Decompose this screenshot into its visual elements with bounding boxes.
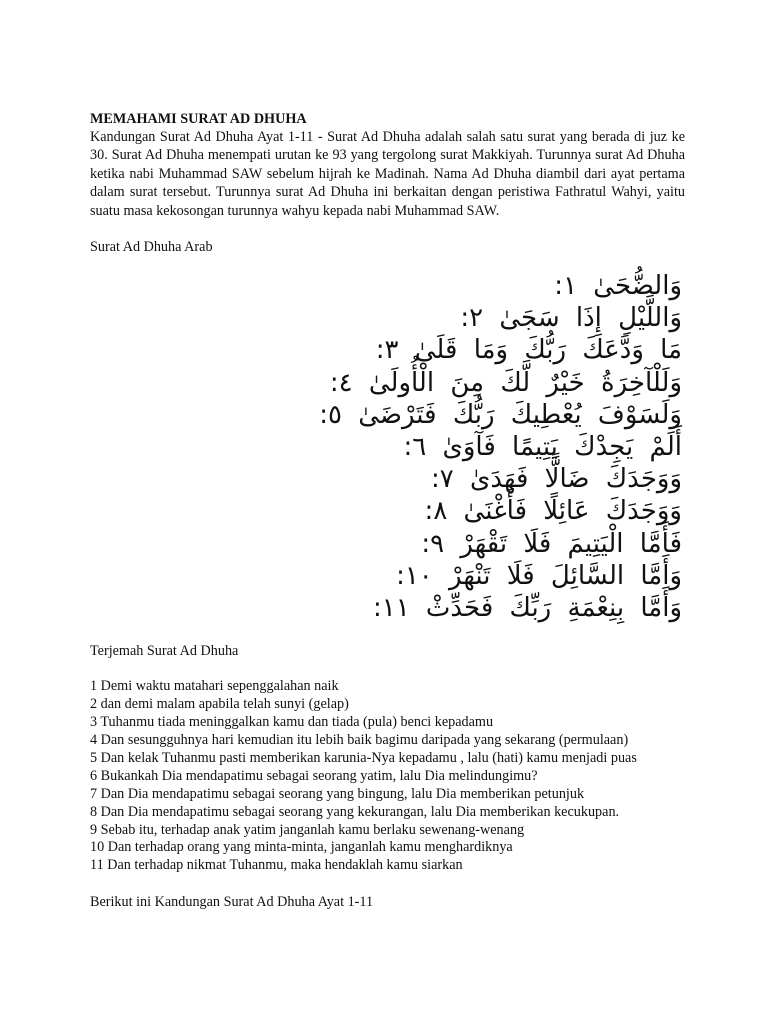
translation-item: 3 Tuhanmu tiada meninggalkan kamu dan tiada (pula) benci kepadamu [90,714,494,731]
translation-section-heading: Terjemah Surat Ad Dhuha [90,643,239,660]
arabic-verse: وَوَجَدَكَ عَائِلًا فَأَغْنَىٰ ٨: [424,496,682,527]
arabic-verse: وَأَمَّا بِنِعْمَةِ رَبِّكَ فَحَدِّثْ ١١: [372,593,682,624]
spacer [90,660,685,678]
translation-list [90,678,685,875]
translation-item: 5 Dan kelak Tuhanmu pasti memberikan karunia-Nya kepadamu , lalu (hati) kamu menjadi puas [90,749,637,766]
spacer [90,875,685,893]
document-title: MEMAHAMI SURAT AD DHUHA [90,111,307,127]
arabic-verse: مَا وَدَّعَكَ رَبُّكَ وَمَا قَلَىٰ ٣: [375,335,682,366]
translation-item: 4 Dan sesungguhnya hari kemudian itu lebih baik bagimu daripada yang sekarang (permulaan) [90,731,629,748]
arabic-verse: وَلَلْآخِرَةُ خَيْرٌ لَّكَ مِنَ الْأُولَىٰ ٤: [329,367,682,398]
arabic-verse: وَاللَّيْلِ إِذَا سَجَىٰ ٢: [460,303,682,334]
arabic-verse: وَأَمَّا السَّائِلَ فَلَا تَنْهَرْ ١٠: [396,560,682,591]
arabic-verse: فَأَمَّا الْيَتِيمَ فَلَا تَقْهَرْ ٩: [421,528,682,559]
arabic-verse: وَالضُّحَىٰ ١: [554,271,682,302]
arabic-verse: أَلَمْ يَجِدْكَ يَتِيمًا فَآوَىٰ ٦: [403,432,682,463]
arabic-verses [90,270,682,624]
translation-item: 6 Bukankah Dia mendapatimu sebagai seorang yatim, lalu Dia melindungimu? [90,767,538,784]
arabic-section-heading: Surat Ad Dhuha Arab [90,239,213,256]
translation-item: 2 dan demi malam apabila telah sunyi (gelap) [90,696,349,713]
spacer [90,220,685,238]
translation-item: 11 Dan terhadap nikmat Tuhanmu, maka hendaklah kamu siarkan [90,857,463,874]
translation-item: 9 Sebab itu, terhadap anak yatim janganlah kamu berlaku sewenang-wenang [90,821,525,838]
closing-heading: Berikut ini Kandungan Surat Ad Dhuha Ayat 1-11 [90,894,374,911]
arabic-verse: وَلَسَوْفَ يُعْطِيكَ رَبُّكَ فَتَرْضَىٰ ٥: [319,399,682,430]
translation-item: 7 Dan Dia mendapatimu sebagai seorang yang bingung, lalu Dia memberikan petunjuk [90,785,585,802]
document-page [90,110,685,911]
translation-item: 10 Dan terhadap orang yang minta-minta, janganlah kamu menghardiknya [90,839,513,856]
spacer [90,624,685,642]
translation-item: 1 Demi waktu matahari sepenggalahan naik [90,678,339,695]
intro-paragraph: Kandungan Surat Ad Dhuha Ayat 1-11 - Surat Ad Dhuha adalah salah satu surat yang berada di juz ke 30. Surat Ad Dhuha menempati urutan ke 93 yang tergolong surat Makkiyah. Turunnya surat Ad Dhuha ketika nabi Muhammad SAW sebelum hijrah ke Madinah. Nama Ad Dhuha diambil dari ayat pertama dalam surat tersebut. Turunnya surat Ad Dhuha ini berkaitan dengan peristiwa Fathratul Wahyi, yaitu suatu masa kekosongan turunnya wahyu kepada nabi Muhammad SAW. [90,129,685,219]
translation-item: 8 Dan Dia mendapatimu sebagai seorang yang kekurangan, lalu Dia memberikan kecukupan. [90,803,620,820]
arabic-verse: وَوَجَدَكَ ضَالًّا فَهَدَىٰ ٧: [430,464,682,495]
